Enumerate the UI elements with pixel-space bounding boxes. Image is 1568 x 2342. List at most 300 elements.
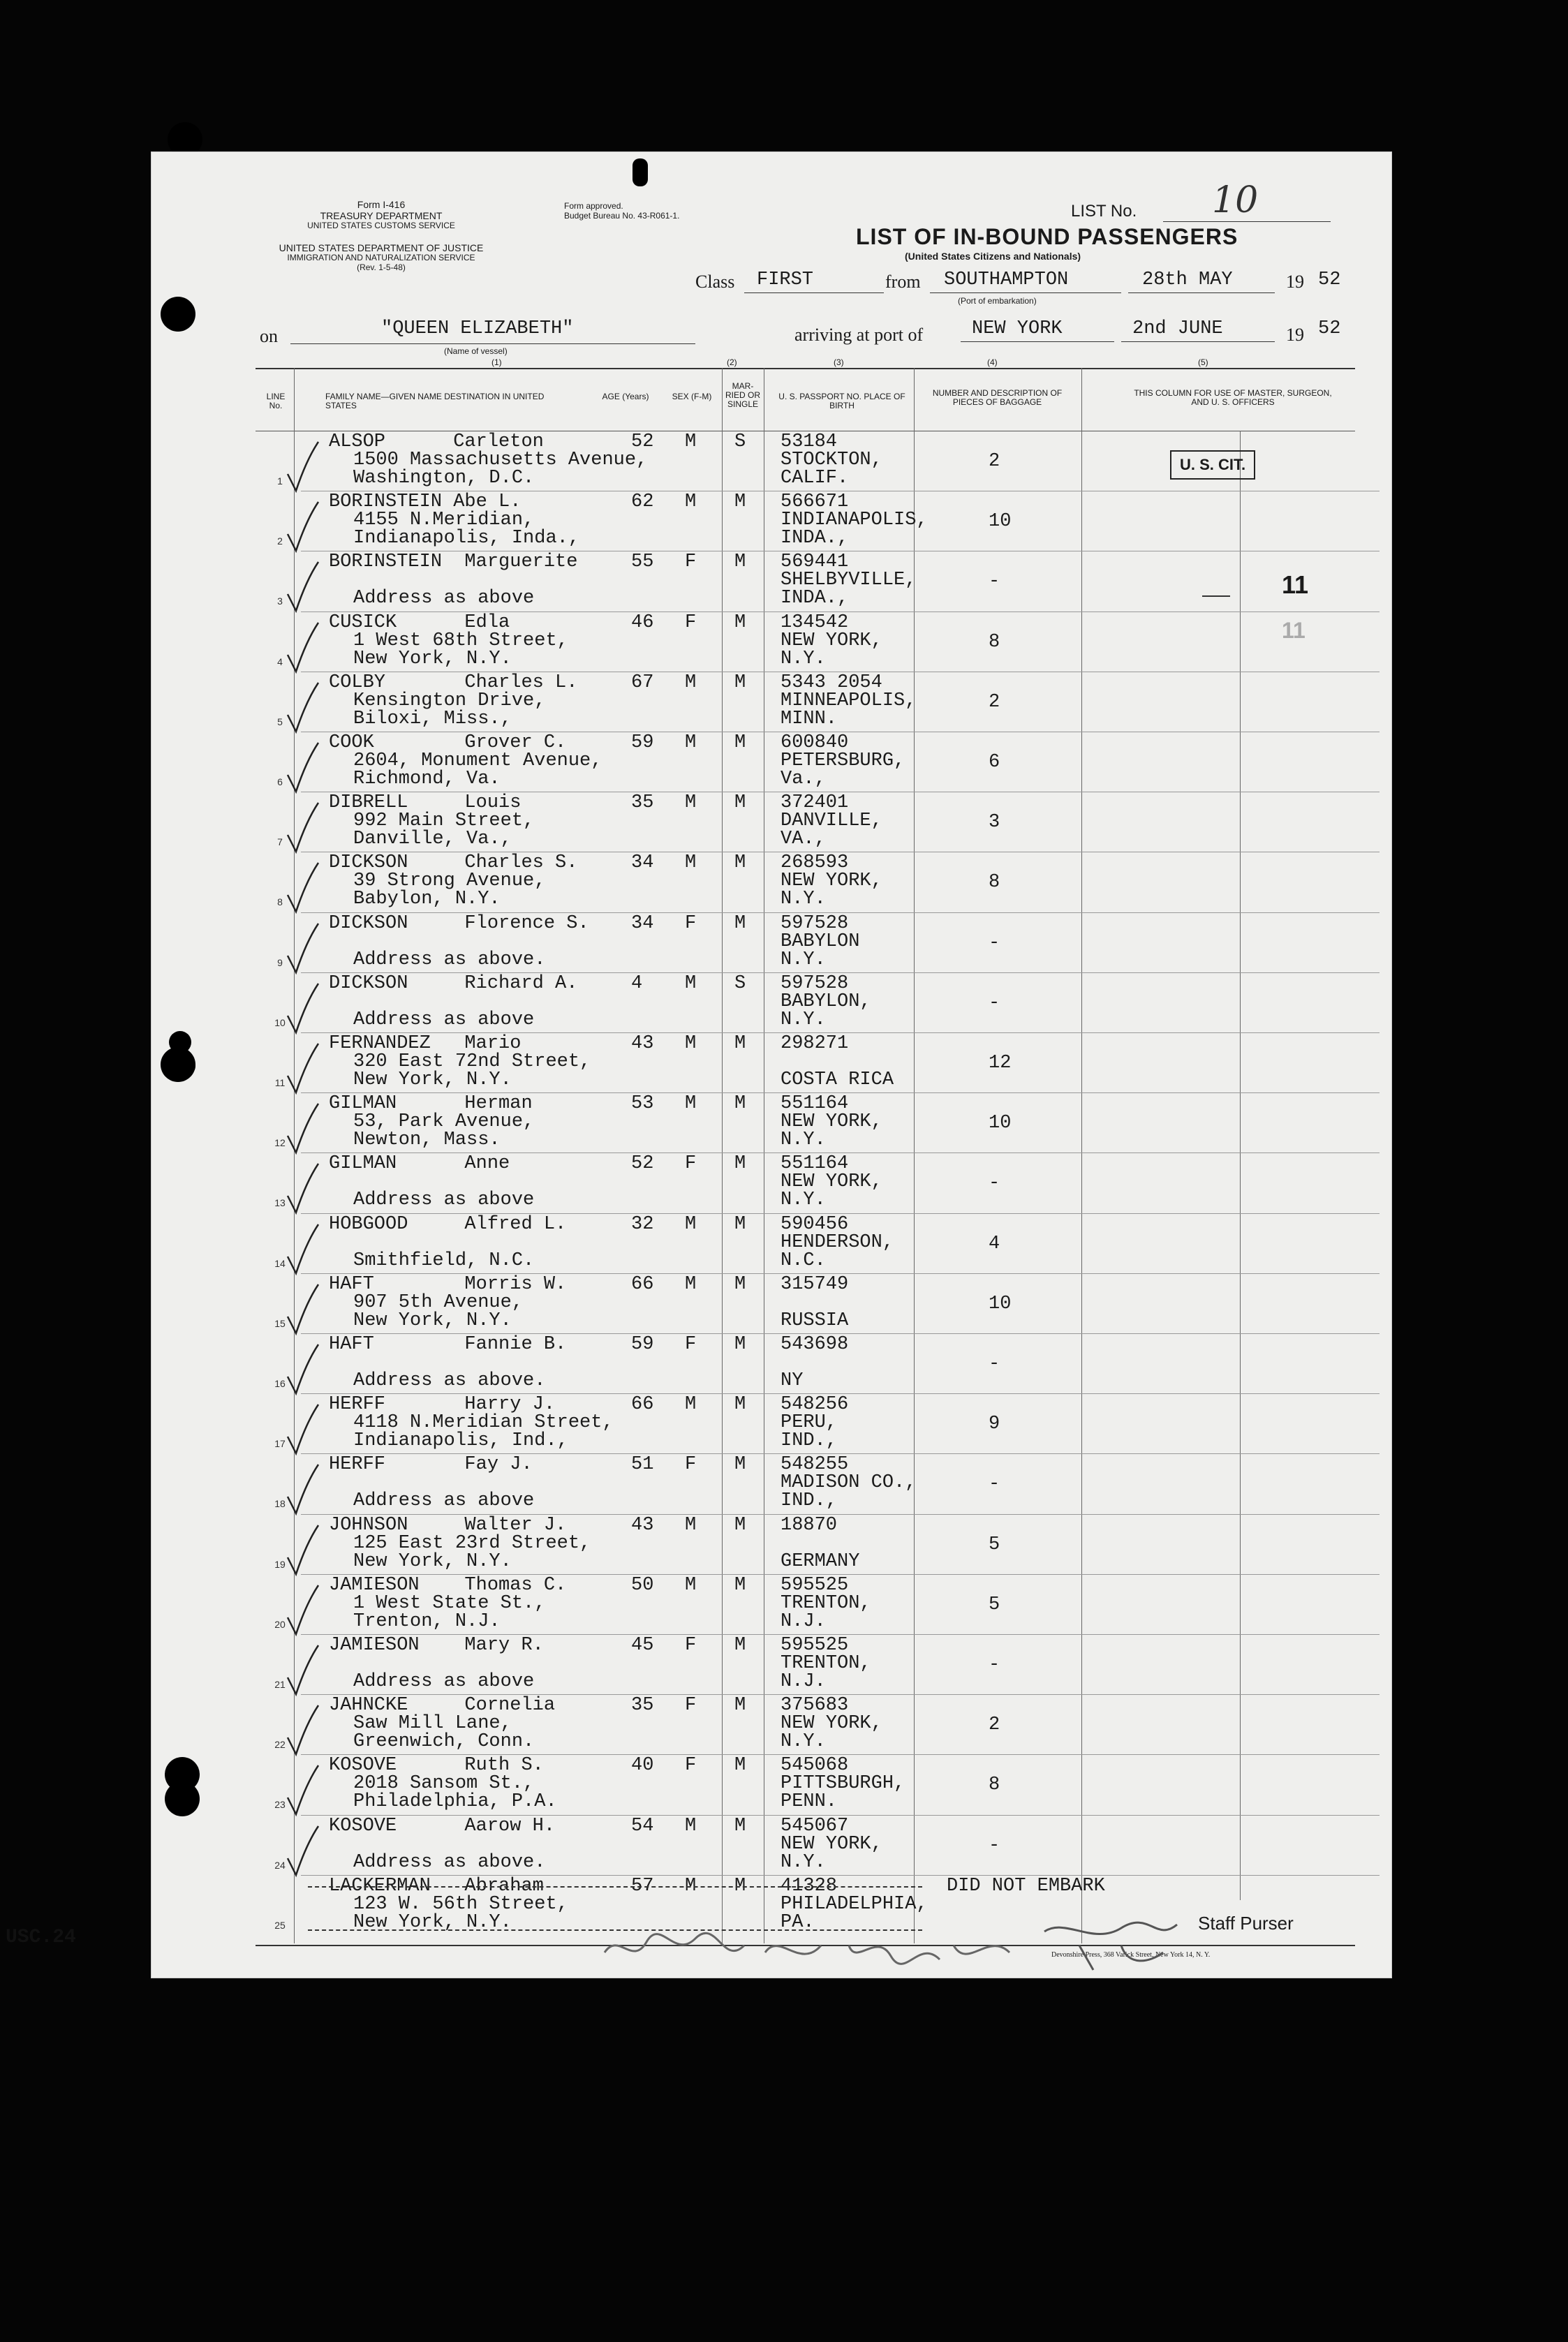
address-line-1: 4118 N.Meridian Street,	[353, 1412, 614, 1434]
place-of-birth-2: N.Y.	[781, 1129, 826, 1151]
line-number: 14	[274, 1257, 286, 1269]
sex: M	[685, 1574, 697, 1596]
hdr-line-no: LINE No.	[266, 392, 286, 410]
address-line-1: 1500 Massachusetts Avenue,	[353, 450, 648, 470]
place-of-birth-2: COSTA RICA	[781, 1069, 894, 1090]
baggage-count: -	[989, 992, 1000, 1014]
address-line-2: Philadelphia, P.A.	[353, 1791, 557, 1813]
baggage-count: -	[989, 1835, 1000, 1856]
marital-status: M	[734, 1153, 746, 1175]
address-line-1: Kensington Drive,	[353, 690, 546, 711]
place-of-birth: NEW YORK,	[781, 1171, 882, 1193]
address-line-2: New York, N.Y.	[353, 1069, 512, 1090]
hdr-sex: SEX (F-M)	[672, 392, 712, 401]
line-number: 9	[277, 956, 283, 968]
passport-number: 595525	[781, 1635, 849, 1656]
address-line-1: 992 Main Street,	[353, 810, 535, 832]
check-mark-icon	[283, 1101, 320, 1157]
baggage-count: 10	[989, 1113, 1012, 1134]
passport-number: 5343 2054	[781, 672, 882, 693]
age: 34	[631, 852, 654, 874]
place-of-birth: MINNEAPOLIS,	[781, 690, 917, 711]
hdr-age: AGE (Years)	[602, 392, 649, 401]
check-mark-icon	[283, 559, 320, 615]
passport-number: 545068	[781, 1755, 849, 1777]
passport-number: 597528	[781, 912, 849, 934]
sex: F	[685, 551, 697, 573]
address-line-2: Address as above	[353, 1009, 535, 1030]
place-of-birth: INDIANAPOLIS,	[781, 510, 928, 531]
address-line-2: Address as above	[353, 1490, 535, 1512]
line-number: 21	[274, 1679, 286, 1690]
check-mark-icon	[283, 1823, 320, 1879]
address-line-2: Smithfield, N.C.	[353, 1250, 535, 1271]
margin-count-faint: 11	[1282, 618, 1306, 643]
hdr-officers: THIS COLUMN FOR USE OF MASTER, SURGEON, AND U. S. OFFICERS	[1134, 388, 1332, 407]
passenger-name: JAMIESON Thomas C.	[329, 1574, 567, 1596]
passport-number: 597528	[781, 972, 849, 994]
passenger-name: DICKSON Florence S.	[329, 912, 589, 934]
baggage-count: 6	[989, 752, 1000, 773]
age: 46	[631, 612, 654, 633]
passport-number: 268593	[781, 852, 849, 874]
place-of-birth: PITTSBURGH,	[781, 1773, 905, 1795]
treasury-dept: TREASURY DEPARTMENT	[320, 210, 443, 221]
check-mark-icon	[283, 1041, 320, 1097]
passenger-name: GILMAN Herman	[329, 1093, 533, 1115]
place-of-birth-2: IND.,	[781, 1490, 838, 1512]
marital-status: M	[734, 792, 746, 814]
list-no-label: LIST No.	[1071, 202, 1137, 221]
place-of-birth-2: N.Y.	[781, 1731, 826, 1753]
passport-number: 595525	[781, 1574, 849, 1596]
vessel-name: "QUEEN ELIZABETH"	[381, 318, 574, 339]
manifest-title: LIST OF IN-BOUND PASSENGERS	[856, 224, 1238, 249]
address-line-2: Address as above.	[353, 1851, 546, 1873]
passenger-name: KOSOVE Aarow H.	[329, 1815, 556, 1837]
age: 51	[631, 1454, 654, 1476]
line-number: 23	[274, 1799, 286, 1811]
address-line-1: 2604, Monument Avenue,	[353, 750, 602, 771]
punch-hole	[169, 1031, 191, 1053]
check-mark-icon	[283, 1222, 320, 1277]
passenger-name: DICKSON Charles S.	[329, 852, 578, 874]
passenger-name: HERFF Fay J.	[329, 1454, 533, 1476]
baggage-count: 8	[989, 1774, 1000, 1796]
place-of-birth-2: CALIF.	[781, 468, 849, 489]
sex: M	[685, 672, 697, 693]
line-number: 15	[274, 1317, 286, 1329]
marital-status: M	[734, 1755, 746, 1777]
address-line-2: Trenton, N.J.	[353, 1610, 501, 1632]
check-mark-icon	[283, 981, 320, 1037]
margin-dash	[1202, 595, 1230, 597]
baggage-count: 2	[989, 691, 1000, 713]
line-number: 25	[274, 1919, 286, 1931]
baggage-count: 2	[989, 1714, 1000, 1736]
line-number: 10	[274, 1016, 286, 1028]
marital-status: M	[734, 732, 746, 753]
baggage-count: 4	[989, 1233, 1000, 1254]
printer-imprint: Devonshire Press, 368 Varick Street, New York 14, N. Y.	[1051, 1951, 1211, 1959]
baggage-count: -	[989, 932, 1000, 954]
passport-number: 548255	[781, 1454, 849, 1476]
passenger-name: KOSOVE Ruth S.	[329, 1755, 544, 1777]
passenger-name: HAFT Fannie B.	[329, 1334, 567, 1355]
line-number: 11	[274, 1077, 286, 1088]
sex: F	[685, 1334, 697, 1355]
line-number: 18	[274, 1498, 286, 1510]
marital-status: M	[734, 1635, 746, 1656]
address-line-1: 39 Strong Avenue,	[353, 870, 546, 892]
line-number: 2	[277, 535, 283, 547]
line-number: 24	[274, 1859, 286, 1871]
sex: F	[685, 1454, 697, 1476]
line-number: 3	[277, 595, 283, 607]
address-line-2: Address as above.	[353, 1370, 546, 1391]
passenger-name: COLBY Charles L.	[329, 672, 578, 693]
port-embark-caption: (Port of embarkation)	[958, 296, 1037, 306]
age: 43	[631, 1033, 654, 1054]
address-line-2: Richmond, Va.	[353, 769, 501, 790]
check-mark-icon	[283, 921, 320, 977]
place-of-birth-2: N.Y.	[781, 648, 826, 669]
check-mark-icon	[283, 1342, 320, 1398]
col-divider	[1081, 368, 1082, 1943]
place-of-birth: MADISON CO.,	[781, 1472, 917, 1494]
from-date: 28th MAY	[1142, 269, 1233, 290]
manifest-page	[151, 151, 1392, 1978]
place-of-birth-2: N.Y.	[781, 1189, 826, 1211]
form-number: Form I-416	[357, 199, 406, 210]
age: 35	[631, 792, 654, 814]
check-mark-icon	[283, 860, 320, 916]
marital-status: M	[734, 612, 746, 633]
age: 55	[631, 551, 654, 573]
passenger-name: BORINSTEIN Abe L.	[329, 491, 522, 513]
sex: M	[685, 1273, 697, 1295]
baggage-count: -	[989, 1654, 1000, 1675]
passenger-name: HAFT Morris W.	[329, 1273, 567, 1295]
list-no-value: 10	[1212, 179, 1259, 221]
passenger-name: GILMAN Anne	[329, 1153, 510, 1175]
line-number: 17	[274, 1438, 286, 1450]
sex: M	[685, 1033, 697, 1054]
line-number: 6	[277, 776, 283, 787]
class-label: Class	[695, 272, 735, 292]
did-not-embark: DID NOT EMBARK	[947, 1876, 1105, 1897]
address-line-2: Babylon, N.Y.	[353, 889, 501, 910]
passport-number: 53184	[781, 431, 838, 452]
place-of-birth-2: Va.,	[781, 769, 826, 790]
col-num-4: (4)	[987, 357, 998, 367]
place-of-birth: DANVILLE,	[781, 810, 882, 832]
check-mark-icon	[283, 1583, 320, 1638]
date-underline	[1128, 292, 1275, 293]
passenger-name: HERFF Harry J.	[329, 1394, 556, 1416]
punch-hole	[161, 297, 195, 332]
punch-hole	[633, 158, 648, 186]
passport-number: 545067	[781, 1815, 849, 1837]
age: 45	[631, 1635, 654, 1656]
hdr-name: FAMILY NAME—GIVEN NAME DESTINATION IN UNITED STATES	[325, 392, 545, 410]
sex: M	[685, 1394, 697, 1416]
from-port: SOUTHAMPTON	[944, 269, 1069, 290]
sex: F	[685, 612, 697, 633]
baggage-count: 3	[989, 812, 1000, 833]
check-mark-icon	[283, 740, 320, 796]
line-number: 16	[274, 1378, 286, 1389]
place-of-birth-2: N.Y.	[781, 1009, 826, 1030]
passport-number: 590456	[781, 1213, 849, 1235]
passenger-name: JOHNSON Walter J.	[329, 1514, 567, 1536]
us-citizen-stamp: U. S. CIT.	[1170, 450, 1255, 480]
place-of-birth: PHILADELPHIA,	[781, 1893, 928, 1915]
sex: M	[685, 431, 697, 452]
arriving-label: arriving at port of	[794, 325, 924, 345]
vessel-caption: (Name of vessel)	[444, 346, 508, 356]
age: 32	[631, 1213, 654, 1235]
check-mark-icon	[283, 1402, 320, 1458]
sex: M	[685, 972, 697, 994]
sex: F	[685, 1755, 697, 1777]
address-line-1: 1 West State St.,	[353, 1592, 546, 1614]
check-mark-icon	[283, 1522, 320, 1578]
justice-dept: UNITED STATES DEPARTMENT OF JUSTICE	[279, 242, 484, 253]
place-of-birth: TRENTON,	[781, 1653, 871, 1674]
line-number: 13	[274, 1197, 286, 1209]
check-mark-icon	[283, 800, 320, 856]
place-of-birth-2: INDA.,	[781, 528, 849, 549]
age: 66	[631, 1273, 654, 1295]
marital-status: M	[734, 491, 746, 513]
passport-number: 548256	[781, 1394, 849, 1416]
from-label: from	[885, 272, 921, 292]
col-divider	[1240, 431, 1241, 1900]
marital-status: S	[734, 972, 746, 994]
place-of-birth: TRENTON,	[781, 1592, 871, 1614]
address-line-1: 320 East 72nd Street,	[353, 1051, 591, 1072]
place-of-birth-2: GERMANY	[781, 1550, 860, 1572]
address-line-2: Indianapolis, Inda.,	[353, 528, 580, 549]
check-mark-icon	[283, 1643, 320, 1698]
vessel-underline	[290, 343, 695, 344]
marital-status: M	[734, 852, 746, 874]
address-line-2: Address as above	[353, 1671, 535, 1692]
sex: M	[685, 732, 697, 753]
address-line-1: 2018 Sansom St.,	[353, 1773, 535, 1795]
age: 52	[631, 1153, 654, 1175]
passport-number: 315749	[781, 1273, 849, 1295]
line-number: 20	[274, 1618, 286, 1630]
line-number: 22	[274, 1739, 286, 1751]
marital-status: M	[734, 1815, 746, 1837]
address-line-2: Indianapolis, Ind.,	[353, 1430, 568, 1452]
address-line-2: Newton, Mass.	[353, 1129, 501, 1151]
marital-status: M	[734, 1875, 746, 1897]
baggage-count: 12	[989, 1053, 1012, 1074]
marital-status: M	[734, 1454, 746, 1476]
marital-status: S	[734, 431, 746, 452]
check-mark-icon	[283, 680, 320, 736]
ins-service: IMMIGRATION AND NATURALIZATION SERVICE	[287, 253, 475, 262]
sex: F	[685, 1635, 697, 1656]
col-divider	[722, 368, 723, 1943]
side-code: USC.24	[6, 1927, 76, 1948]
address-line-1: 1 West 68th Street,	[353, 630, 568, 651]
line-number: 4	[277, 655, 283, 667]
address-line-2: Address as above	[353, 588, 535, 609]
sex: M	[685, 1213, 697, 1235]
check-mark-icon	[283, 1282, 320, 1337]
place-of-birth: BABYLON	[781, 931, 860, 952]
age: 67	[631, 672, 654, 693]
sex: M	[685, 1875, 697, 1897]
line-number: 12	[274, 1137, 286, 1149]
address-line-2: Address as above.	[353, 949, 546, 970]
age: 66	[631, 1394, 654, 1416]
address-line-2: Greenwich, Conn.	[353, 1731, 535, 1753]
address-line-1: 53, Park Avenue,	[353, 1111, 535, 1133]
passport-number: 372401	[781, 792, 849, 814]
place-of-birth-2: IND.,	[781, 1430, 838, 1452]
passport-number: 134542	[781, 612, 849, 633]
age: 52	[631, 431, 654, 452]
arrive-date: 2nd JUNE	[1132, 318, 1223, 339]
place-of-birth: NEW YORK,	[781, 1713, 882, 1735]
place-of-birth: NEW YORK,	[781, 870, 882, 892]
hdr-married: MAR-RIED OR SINGLE	[725, 381, 760, 409]
arrive-year-prefix: 19	[1286, 325, 1304, 345]
passenger-name: DIBRELL Louis	[329, 792, 522, 814]
col-num-2: (2)	[727, 357, 737, 367]
age: 59	[631, 1334, 654, 1355]
place-of-birth-2: NY	[781, 1370, 804, 1391]
baggage-count: 8	[989, 872, 1000, 894]
age: 35	[631, 1695, 654, 1717]
passenger-name: JAHNCKE Cornelia	[329, 1695, 556, 1717]
place-of-birth: PERU,	[781, 1412, 838, 1434]
baggage-count: -	[989, 1173, 1000, 1194]
address-line-1: 125 East 23rd Street,	[353, 1532, 591, 1554]
passport-number: 41328	[781, 1875, 838, 1897]
baggage-count: -	[989, 1354, 1000, 1374]
baggage-count: 9	[989, 1414, 1000, 1435]
passenger-name: FERNANDEZ Mario	[329, 1033, 522, 1054]
place-of-birth-2: INDA.,	[781, 588, 849, 609]
baggage-count: -	[989, 571, 1000, 593]
line-number: 19	[274, 1558, 286, 1570]
place-of-birth-2: N.J.	[781, 1610, 826, 1632]
signature-strokes	[591, 1904, 1184, 1980]
passport-number: 543698	[781, 1334, 849, 1355]
line-number: 1	[277, 475, 283, 487]
place-of-birth: HENDERSON,	[781, 1231, 894, 1253]
marital-status: M	[734, 551, 746, 573]
from-year: 52	[1318, 269, 1341, 290]
place-of-birth-2: N.Y.	[781, 949, 826, 970]
passenger-name: HOBGOOD Alfred L.	[329, 1213, 567, 1235]
baggage-count: -	[989, 1474, 1000, 1495]
arrive-date-underline	[1121, 341, 1275, 342]
baggage-count: 5	[989, 1594, 1000, 1615]
age: 57	[631, 1875, 654, 1897]
check-mark-icon	[283, 1462, 320, 1518]
place-of-birth-2: N.J.	[781, 1671, 826, 1692]
baggage-count: 10	[989, 1293, 1012, 1314]
passenger-name: CUSICK Edla	[329, 612, 510, 633]
sex: M	[685, 1514, 697, 1536]
place-of-birth-2: N.C.	[781, 1250, 826, 1271]
address-line-2: New York, N.Y.	[353, 1550, 512, 1572]
passenger-name: LACKERMAN Abraham	[329, 1875, 544, 1897]
check-mark-icon	[283, 499, 320, 555]
passport-number: 551164	[781, 1153, 849, 1175]
on-label: on	[260, 326, 278, 346]
hdr-passport: U. S. PASSPORT NO. PLACE OF BIRTH	[778, 392, 905, 410]
age: 54	[631, 1815, 654, 1837]
hdr-baggage: NUMBER AND DESCRIPTION OF PIECES OF BAGGAGE	[932, 388, 1063, 407]
place-of-birth: BABYLON,	[781, 991, 871, 1012]
marital-status: M	[734, 1695, 746, 1717]
baggage-count: 8	[989, 631, 1000, 653]
sex: F	[685, 1153, 697, 1175]
baggage-count: 5	[989, 1534, 1000, 1555]
punch-hole	[175, 1055, 195, 1076]
baggage-count: 10	[989, 511, 1012, 533]
passport-number: 375683	[781, 1695, 849, 1717]
col-divider	[914, 368, 915, 1943]
marital-status: M	[734, 1273, 746, 1295]
place-of-birth-2: PA.	[781, 1911, 815, 1933]
marital-status: M	[734, 1514, 746, 1536]
passport-number: 298271	[781, 1033, 849, 1054]
place-of-birth: PETERSBURG,	[781, 750, 905, 771]
passenger-name: ALSOP Carleton	[329, 431, 544, 452]
passport-number: 566671	[781, 491, 849, 513]
address-line-1: 123 W. 56th Street,	[353, 1893, 568, 1915]
col-num-1: (1)	[491, 357, 502, 367]
line-number: 5	[277, 716, 283, 727]
age: 40	[631, 1755, 654, 1777]
address-line-2: New York, N.Y.	[353, 648, 512, 669]
address-line-1: Saw Mill Lane,	[353, 1713, 512, 1735]
marital-status: M	[734, 1033, 746, 1054]
punch-hole	[165, 1781, 200, 1816]
class-value: FIRST	[757, 269, 814, 290]
passport-number: 600840	[781, 732, 849, 753]
marital-status: M	[734, 1394, 746, 1416]
place-of-birth: NEW YORK,	[781, 630, 882, 651]
margin-count: 11	[1282, 570, 1309, 599]
place-of-birth-2: PENN.	[781, 1791, 838, 1813]
age: 34	[631, 912, 654, 934]
manifest-subtitle: (United States Citizens and Nationals)	[905, 251, 1081, 262]
check-mark-icon	[283, 439, 320, 495]
place-of-birth-2: VA.,	[781, 829, 826, 850]
baggage-count: 2	[989, 451, 1000, 472]
year-prefix: 19	[1286, 272, 1304, 292]
marital-status: M	[734, 912, 746, 934]
customs-service: UNITED STATES CUSTOMS SERVICE	[307, 221, 455, 230]
arrive-port: NEW YORK	[972, 318, 1063, 339]
address-line-1: 907 5th Avenue,	[353, 1291, 524, 1313]
passport-number: 18870	[781, 1514, 838, 1536]
age: 50	[631, 1574, 654, 1596]
place-of-birth-2: RUSSIA	[781, 1310, 849, 1331]
place-of-birth: SHELBYVILLE,	[781, 570, 917, 591]
sex: F	[685, 912, 697, 934]
